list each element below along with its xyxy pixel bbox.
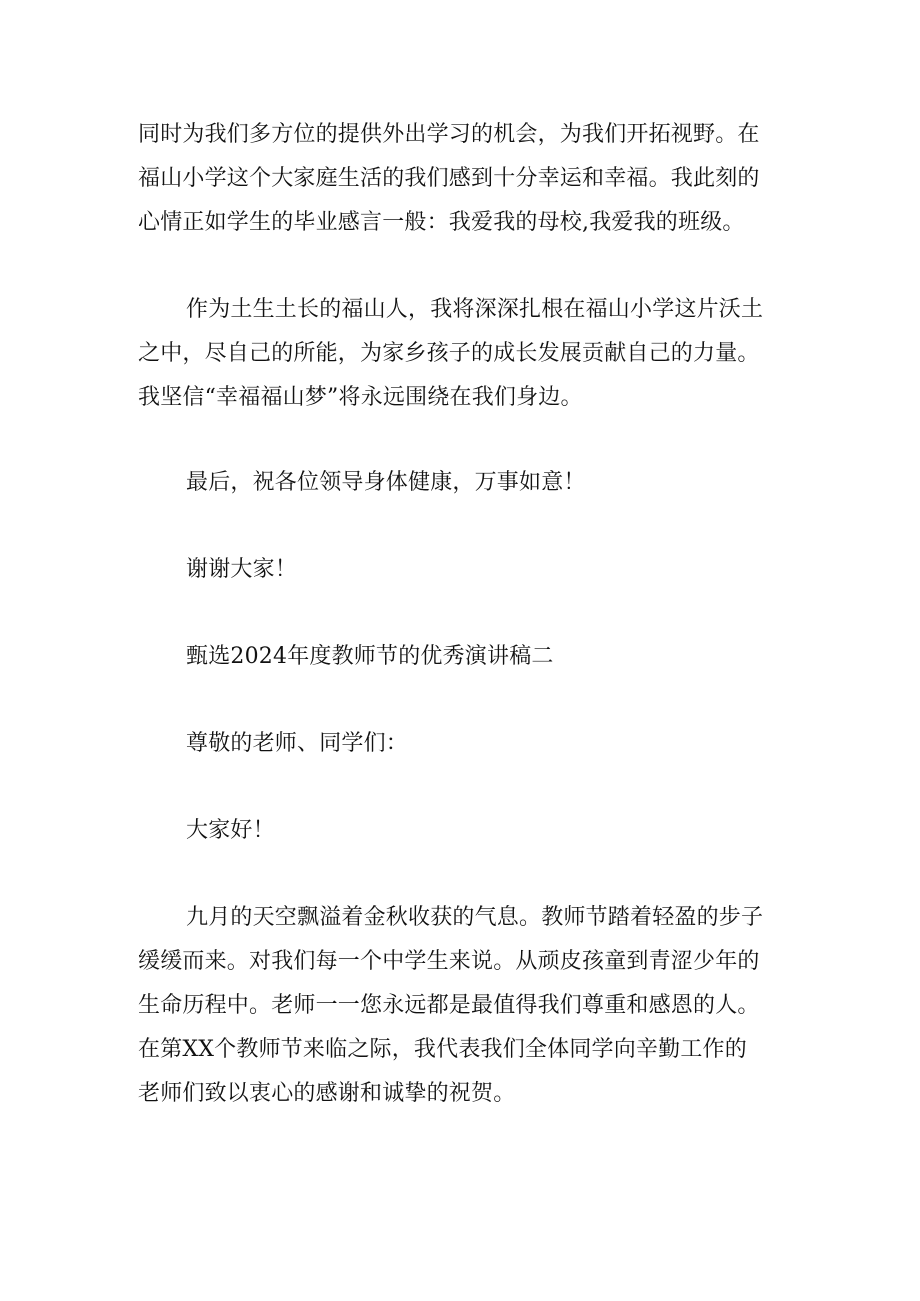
- text-line: 尊敬的老师、同学们：: [186, 731, 409, 756]
- paragraph-salutation: [138, 722, 788, 766]
- text-line: 大家好！: [186, 818, 275, 843]
- text-line: 九月的天空飘溢着金秋收获的气息。教师节踏着轻盈的步子: [186, 905, 764, 930]
- paragraph-teachers-day: [138, 896, 788, 1116]
- paragraph-commitment: [138, 288, 788, 420]
- text-line: 最后，祝各位领导身体健康，万事如意！: [186, 470, 586, 495]
- paragraph-closing-wishes: [138, 461, 788, 505]
- text-line: 同时为我们多方位的提供外出学习的机会，为我们开拓视野。在: [138, 122, 760, 147]
- text-line: 福山小学这个大家庭生活的我们感到十分幸运和幸福。我此刻的: [138, 166, 760, 191]
- text-line: 谢谢大家！: [186, 557, 298, 582]
- text-line: 我坚信“幸福福山梦”将永远围绕在我们身边。: [138, 385, 583, 410]
- text-line: 在第XX个教师节来临之际，我代表我们全体同学向辛勤工作的: [138, 1037, 747, 1062]
- paragraph-greeting: [138, 809, 788, 853]
- paragraph-thanks: [138, 548, 788, 592]
- text-line: 老师们致以衷心的感谢和诚挚的祝贺。: [138, 1081, 516, 1106]
- paragraph-gratitude-continued: [138, 113, 788, 245]
- text-line: 甄选2024年度教师节的优秀演讲稿二: [186, 644, 554, 669]
- text-line: 缓缓而来。对我们每一个中学生来说。从顽皮孩童到青涩少年的: [138, 949, 760, 974]
- text-line: 心情正如学生的毕业感言一般：我爱我的母校,我爱我的班级。: [138, 210, 745, 235]
- text-line: 之中，尽自己的所能，为家乡孩子的成长发展贡献自己的力量。: [138, 341, 760, 366]
- text-line: 生命历程中。老师一一您永远都是最值得我们尊重和感恩的人。: [138, 993, 760, 1018]
- text-line: 作为土生土长的福山人，我将深深扎根在福山小学这片沃土: [186, 297, 764, 322]
- section-title: [138, 635, 788, 679]
